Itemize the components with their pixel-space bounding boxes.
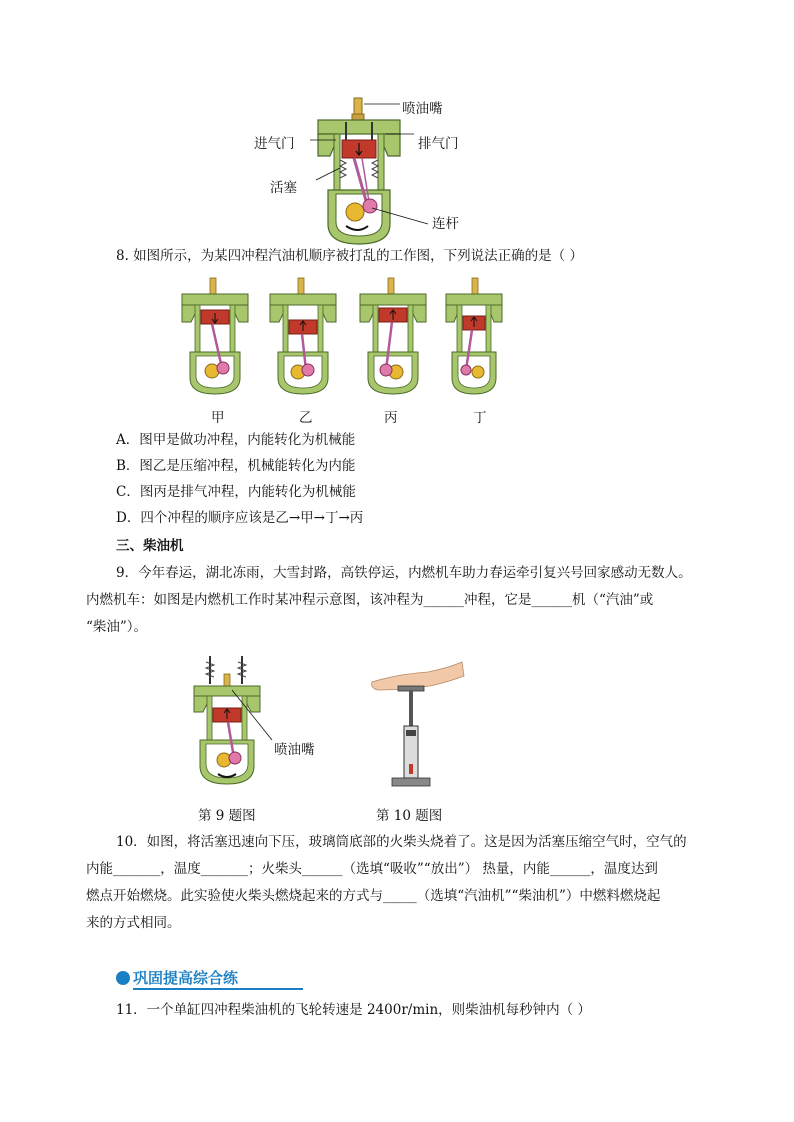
caption-bing: 丙 [384, 410, 398, 426]
q8-option-a: A．图甲是做功冲程，内能转化为机械能 [116, 432, 356, 448]
section-3-title: 三、柴油机 [116, 538, 184, 554]
q11-stem: 11．一个单缸四冲程柴油机的飞轮转速是 2400r/min，则柴油机每秒钟内（ ） [116, 1002, 591, 1018]
q9-line1: 9．今年春运，湖北冻雨，大雪封路，高铁停运，内燃机车助力春运牵引复兴号回家感动无数人。 [116, 565, 692, 581]
q8-engine-row [178, 276, 498, 406]
q9-label-injector: 喷油嘴 [274, 742, 315, 758]
engine-ding [444, 276, 504, 398]
section-heading-title: 巩固提高综合练 [133, 969, 239, 987]
q10-line1: 10．如图，将活塞迅速向下压，玻璃筒底部的火柴头烧着了。这是因为活塞压缩空气时，空气的 [116, 834, 687, 850]
fire-syringe-figure [368, 660, 468, 794]
caption-jia: 甲 [211, 410, 225, 426]
q9-line3: “柴油”）。 [86, 619, 148, 635]
caption-ding: 丁 [473, 410, 487, 426]
q8-stem: 8. 如图所示，为某四冲程汽油机顺序被打乱的工作图，下列说法正确的是（ ） [116, 248, 583, 264]
q10-line4: 来的方式相同。 [86, 915, 181, 931]
q9-line2: 内燃机车：如图是内燃机工作时某冲程示意图，该冲程为______冲程，它是______机（“汽油”或 [86, 592, 654, 608]
q8-option-c: C．图丙是排气冲程，内能转化为机械能 [116, 484, 356, 500]
label-exhaust-valve: 排气门 [418, 136, 459, 152]
engine-yi [266, 276, 342, 398]
label-injector: 喷油嘴 [402, 101, 443, 117]
q9-caption: 第 9 题图 [198, 808, 256, 824]
q8-option-b: B．图乙是压缩冲程，机械能转化为内能 [116, 458, 356, 474]
label-intake-valve: 进气门 [254, 136, 295, 152]
diesel-engine-figure [192, 654, 312, 788]
q10-line3: 燃点开始燃烧。此实验使火柴头燃烧起来的方式与_____（选填“汽油机”“柴油机”）中燃料燃烧起 [86, 888, 661, 904]
q10-caption: 第 10 题图 [376, 808, 443, 824]
label-piston: 活塞 [270, 180, 297, 196]
q8-option-d: D．四个冲程的顺序应该是乙→甲→丁→丙 [116, 510, 364, 526]
bullet-dot-icon [116, 971, 130, 985]
engine-jia [178, 276, 254, 398]
engine-bing [356, 276, 432, 398]
section-heading-consolidate [116, 966, 308, 990]
section-heading-underline [133, 988, 303, 990]
engine-figure-top [310, 94, 430, 248]
caption-yi: 乙 [299, 410, 313, 426]
q10-line2: 内能_______，温度_______；火柴头______（选填“吸收”“放出”） 热量，内能______，温度达到 [86, 861, 658, 877]
label-connecting-rod: 连杆 [432, 216, 459, 232]
